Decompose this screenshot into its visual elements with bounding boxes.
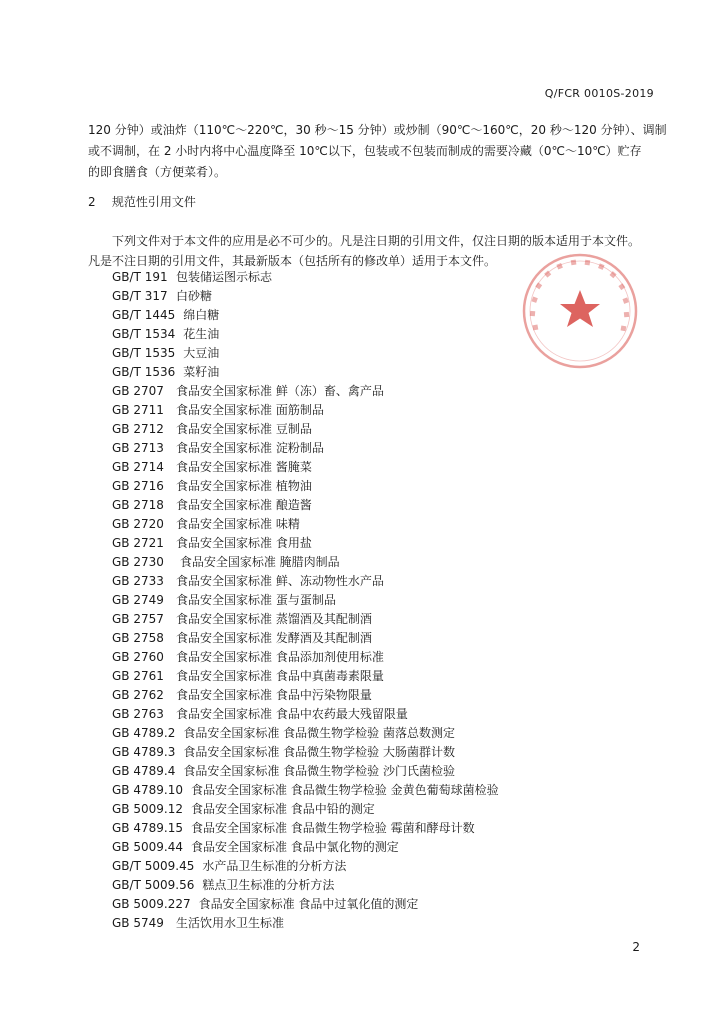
reference-title: 包装储运图示标志 [176, 270, 273, 284]
reference-item [112, 686, 499, 705]
reference-code: GB 5749 [112, 916, 164, 930]
reference-title: 生活饮用水卫生标准 [176, 916, 285, 930]
reference-item [112, 762, 499, 781]
reference-title: 食品安全国家标准 食品中真菌毒素限量 [176, 669, 384, 683]
reference-title: 大豆油 [183, 346, 220, 360]
reference-item [112, 781, 499, 800]
reference-code: GB 5009.12 [112, 802, 183, 816]
reference-code: GB 2712 [112, 422, 164, 436]
reference-code: GB 4789.3 [112, 745, 176, 759]
reference-code: GB 2718 [112, 498, 164, 512]
text-line: 的即食膳食（方便菜肴）。 [88, 165, 227, 179]
document-code: Q/FCR 0010S-2019 [544, 87, 654, 100]
reference-code: GB 2720 [112, 517, 164, 531]
page-number: 2 [632, 940, 640, 954]
reference-title: 花生油 [183, 327, 220, 341]
reference-code: GB/T 1534 [112, 327, 176, 341]
reference-code: GB/T 191 [112, 270, 168, 284]
reference-code: GB/T 5009.45 [112, 859, 195, 873]
reference-code: GB/T 5009.56 [112, 878, 195, 892]
reference-item [112, 553, 499, 572]
reference-title: 食品安全国家标准 食品中污染物限量 [176, 688, 372, 702]
reference-code: GB 2762 [112, 688, 164, 702]
reference-item [112, 439, 499, 458]
reference-title: 食品安全国家标准 酱腌菜 [176, 460, 312, 474]
reference-code: GB/T 317 [112, 289, 168, 303]
reference-code: GB 2763 [112, 707, 164, 721]
official-seal-stamp [519, 250, 641, 372]
reference-item [112, 819, 499, 838]
section-title: 规范性引用文件 [111, 195, 196, 209]
reference-code: GB 5009.44 [112, 840, 183, 854]
section-heading [88, 193, 196, 210]
reference-item [112, 610, 499, 629]
reference-item [112, 534, 499, 553]
text-line: 凡是不注日期的引用文件，其最新版本（包括所有的修改单）适用于本文件。 [88, 254, 497, 268]
section-number: 2 [88, 195, 96, 209]
reference-code: GB 2758 [112, 631, 164, 645]
reference-title: 食品安全国家标准 食用盐 [176, 536, 312, 550]
reference-title: 食品安全国家标准 鲜（冻）畜、禽产品 [176, 384, 384, 398]
reference-title: 食品安全国家标准 食品微生物学检验 霉菌和酵母计数 [190, 821, 475, 835]
reference-title: 食品安全国家标准 蒸馏酒及其配制酒 [176, 612, 372, 626]
reference-code: GB 2749 [112, 593, 164, 607]
reference-title: 食品安全国家标准 食品微生物学检验 金黄色葡萄球菌检验 [190, 783, 499, 797]
reference-item [112, 705, 499, 724]
reference-title: 菜籽油 [183, 365, 220, 379]
intro-text [88, 120, 667, 183]
reference-title: 食品安全国家标准 发酵酒及其配制酒 [176, 631, 372, 645]
reference-code: GB 4789.2 [112, 726, 176, 740]
text-line: 120 分钟）或油炸（110℃～220℃，30 秒～15 分钟）或炒制（90℃～160℃，20 秒～120 分钟）、调制 [88, 123, 667, 137]
reference-item [112, 268, 499, 287]
reference-code: GB/T 1535 [112, 346, 176, 360]
reference-title: 白砂糖 [176, 289, 213, 303]
reference-code: GB 2716 [112, 479, 164, 493]
star-icon [560, 290, 600, 327]
reference-item [112, 515, 499, 534]
reference-title: 糕点卫生标准的分析方法 [202, 878, 335, 892]
reference-title: 食品安全国家标准 食品中氯化物的测定 [190, 840, 399, 854]
reference-item [112, 800, 499, 819]
reference-code: GB/T 1445 [112, 308, 176, 322]
reference-title: 食品安全国家标准 味精 [176, 517, 300, 531]
reference-item [112, 572, 499, 591]
reference-title: 食品安全国家标准 食品中农药最大残留限量 [176, 707, 408, 721]
reference-title: 食品安全国家标准 食品添加剂使用标准 [176, 650, 384, 664]
text-line: 或不调制，在 2 小时内将中心温度降至 10℃以下，包装或不包装而制成的需要冷藏（0℃～10℃）贮存 [88, 144, 642, 158]
reference-code: GB 2714 [112, 460, 164, 474]
reference-item [112, 382, 499, 401]
reference-title: 食品安全国家标准 淀粉制品 [176, 441, 324, 455]
reference-title: 食品安全国家标准 食品中过氧化值的测定 [198, 897, 419, 911]
reference-code: GB 2721 [112, 536, 164, 550]
reference-title: 食品安全国家标准 腌腊肉制品 [176, 555, 340, 569]
reference-title: 食品安全国家标准 食品微生物学检验 菌落总数测定 [183, 726, 455, 740]
reference-title: 食品安全国家标准 面筋制品 [176, 403, 324, 417]
reference-item [112, 401, 499, 420]
reference-item [112, 914, 499, 933]
reference-item [112, 287, 499, 306]
reference-item [112, 306, 499, 325]
reference-item [112, 496, 499, 515]
reference-title: 食品安全国家标准 鲜、冻动物性水产品 [176, 574, 384, 588]
reference-item [112, 857, 499, 876]
reference-item [112, 477, 499, 496]
reference-item [112, 743, 499, 762]
reference-title: 食品安全国家标准 食品微生物学检验 沙门氏菌检验 [183, 764, 455, 778]
reference-code: GB 2733 [112, 574, 164, 588]
reference-title: 食品安全国家标准 豆制品 [176, 422, 312, 436]
reference-item [112, 724, 499, 743]
reference-item [112, 420, 499, 439]
reference-code: GB 4789.15 [112, 821, 183, 835]
reference-item [112, 344, 499, 363]
reference-code: GB 2761 [112, 669, 164, 683]
reference-item [112, 591, 499, 610]
reference-item [112, 648, 499, 667]
reference-title: 绵白糖 [183, 308, 220, 322]
reference-item [112, 458, 499, 477]
reference-code: GB 2707 [112, 384, 164, 398]
reference-code: GB 4789.10 [112, 783, 183, 797]
reference-item [112, 876, 499, 895]
reference-title: 食品安全国家标准 蛋与蛋制品 [176, 593, 336, 607]
reference-code: GB 2730 [112, 555, 164, 569]
reference-list [112, 268, 499, 933]
reference-code: GB 5009.227 [112, 897, 191, 911]
text-line: 下列文件对于本文件的应用是必不可少的。凡是注日期的引用文件，仅注日期的版本适用于本文件。 [112, 234, 641, 248]
reference-title: 食品安全国家标准 食品微生物学检验 大肠菌群计数 [183, 745, 455, 759]
reference-item [112, 667, 499, 686]
reference-title: 食品安全国家标准 食品中铅的测定 [190, 802, 375, 816]
reference-title: 水产品卫生标准的分析方法 [202, 859, 347, 873]
reference-code: GB 2760 [112, 650, 164, 664]
reference-code: GB 2757 [112, 612, 164, 626]
reference-code: GB 2711 [112, 403, 164, 417]
reference-title: 食品安全国家标准 植物油 [176, 479, 312, 493]
reference-code: GB 2713 [112, 441, 164, 455]
reference-item [112, 363, 499, 382]
reference-item [112, 895, 499, 914]
reference-item [112, 838, 499, 857]
reference-code: GB 4789.4 [112, 764, 176, 778]
reference-code: GB/T 1536 [112, 365, 176, 379]
reference-title: 食品安全国家标准 酿造酱 [176, 498, 312, 512]
reference-item [112, 325, 499, 344]
reference-item [112, 629, 499, 648]
